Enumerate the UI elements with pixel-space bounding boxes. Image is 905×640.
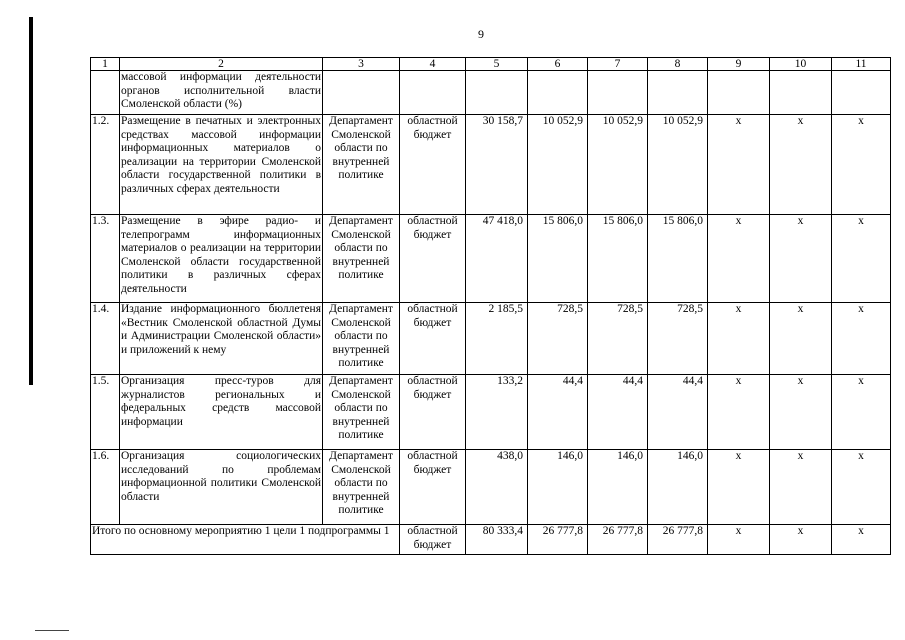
activity-name: Размещение в печатных и электронных средствах массовой информации информационных материалов о реализации на территории Смоленской области государственной политики в различных сферах деятельности: [120, 115, 323, 215]
page-number: 9: [478, 27, 484, 41]
amount-year-3: 26 777,8: [648, 525, 708, 555]
executor: Департамент Смоленской области по внутренней политике: [323, 375, 400, 450]
amount-year-2: 15 806,0: [588, 215, 648, 303]
activity-name: Организация пресс-туров для журналистов региональных и федеральных средств массовой информации: [120, 375, 323, 450]
col-header: 1: [91, 58, 120, 71]
amount-year-3: [648, 71, 708, 115]
amount-total: 30 158,7: [466, 115, 528, 215]
amount-total: 438,0: [466, 450, 528, 525]
col-header: 10: [770, 58, 832, 71]
indicator-9: [708, 71, 770, 115]
budget-table: [90, 57, 891, 555]
indicator-10: x: [770, 375, 832, 450]
amount-year-2: 728,5: [588, 303, 648, 375]
amount-year-3: 15 806,0: [648, 215, 708, 303]
amount-year-2: 26 777,8: [588, 525, 648, 555]
indicator-10: [770, 71, 832, 115]
amount-total: 80 333,4: [466, 525, 528, 555]
indicator-10: x: [770, 215, 832, 303]
amount-year-3: 146,0: [648, 450, 708, 525]
activity-name: Размещение в эфире радио- и телепрограмм информационных материалов о реализации на территории Смоленской области государственной политики в различных сферах деятельности: [120, 215, 323, 303]
table-row: [91, 215, 891, 303]
total-label: Итого по основному мероприятию 1 цели 1 подпрограммы 1: [91, 525, 400, 555]
funding-source: областной бюджет: [400, 115, 466, 215]
header-row: [91, 58, 891, 71]
col-header: 3: [323, 58, 400, 71]
amount-year-1: 10 052,9: [528, 115, 588, 215]
col-header: 11: [832, 58, 891, 71]
activity-name: Издание информационного бюллетеня «Вестник Смоленской областной Думы и Администрации Смоленской области» и приложений к нему: [120, 303, 323, 375]
table-row: [91, 303, 891, 375]
amount-year-1: 728,5: [528, 303, 588, 375]
amount-total: 133,2: [466, 375, 528, 450]
amount-year-3: 44,4: [648, 375, 708, 450]
amount-year-1: 26 777,8: [528, 525, 588, 555]
funding-source: областной бюджет: [400, 303, 466, 375]
activity-name: массовой информации деятельности органов исполнительной власти Смоленской области (%): [120, 71, 323, 115]
amount-total: 47 418,0: [466, 215, 528, 303]
indicator-11: x: [832, 450, 891, 525]
executor: Департамент Смоленской области по внутренней политике: [323, 303, 400, 375]
indicator-11: x: [832, 215, 891, 303]
funding-source: областной бюджет: [400, 525, 466, 555]
col-header: 9: [708, 58, 770, 71]
row-number: 1.3.: [91, 215, 120, 303]
indicator-11: [832, 71, 891, 115]
table-row: [91, 375, 891, 450]
amount-year-2: 146,0: [588, 450, 648, 525]
funding-source: областной бюджет: [400, 375, 466, 450]
indicator-10: x: [770, 525, 832, 555]
indicator-9: x: [708, 115, 770, 215]
amount-year-1: 44,4: [528, 375, 588, 450]
indicator-9: x: [708, 303, 770, 375]
amount-year-3: 10 052,9: [648, 115, 708, 215]
col-header: 2: [120, 58, 323, 71]
indicator-10: x: [770, 115, 832, 215]
indicator-11: x: [832, 525, 891, 555]
amount-year-2: [588, 71, 648, 115]
row-number: 1.5.: [91, 375, 120, 450]
indicator-9: x: [708, 215, 770, 303]
indicator-11: x: [832, 115, 891, 215]
indicator-11: x: [832, 303, 891, 375]
funding-source: областной бюджет: [400, 215, 466, 303]
amount-year-2: 10 052,9: [588, 115, 648, 215]
total-row: [91, 525, 891, 555]
indicator-9: x: [708, 450, 770, 525]
executor: Департамент Смоленской области по внутренней политике: [323, 215, 400, 303]
executor: Департамент Смоленской области по внутренней политике: [323, 450, 400, 525]
col-header: 7: [588, 58, 648, 71]
amount-total: [466, 71, 528, 115]
row-number: 1.4.: [91, 303, 120, 375]
amount-year-2: 44,4: [588, 375, 648, 450]
col-header: 6: [528, 58, 588, 71]
amount-year-1: [528, 71, 588, 115]
left-margin-bar: [29, 17, 33, 385]
table-row: [91, 115, 891, 215]
activity-name: Организация социологических исследований по проблемам информационной политики Смоленской области: [120, 450, 323, 525]
executor: Департамент Смоленской области по внутренней политике: [323, 115, 400, 215]
col-header: 5: [466, 58, 528, 71]
footnote-line: [35, 630, 69, 631]
indicator-9: x: [708, 525, 770, 555]
amount-year-1: 15 806,0: [528, 215, 588, 303]
col-header: 4: [400, 58, 466, 71]
row-number: 1.2.: [91, 115, 120, 215]
funding-source: областной бюджет: [400, 450, 466, 525]
indicator-10: x: [770, 450, 832, 525]
amount-year-3: 728,5: [648, 303, 708, 375]
amount-year-1: 146,0: [528, 450, 588, 525]
row-number: [91, 71, 120, 115]
table-row: [91, 450, 891, 525]
funding-source: [400, 71, 466, 115]
indicator-10: x: [770, 303, 832, 375]
executor: [323, 71, 400, 115]
col-header: 8: [648, 58, 708, 71]
indicator-9: x: [708, 375, 770, 450]
amount-total: 2 185,5: [466, 303, 528, 375]
table-row: [91, 71, 891, 115]
row-number: 1.6.: [91, 450, 120, 525]
indicator-11: x: [832, 375, 891, 450]
